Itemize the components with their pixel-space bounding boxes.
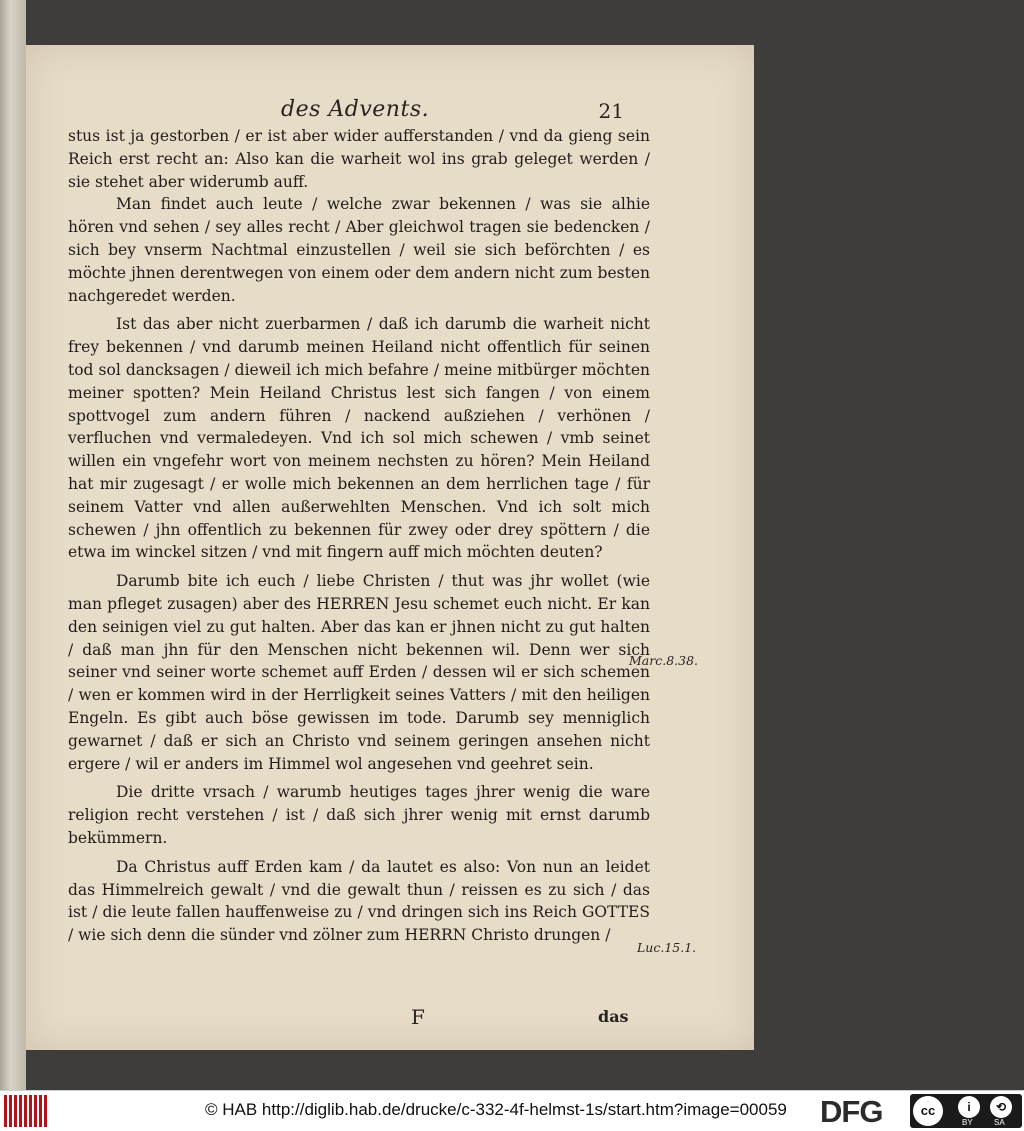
footer-bar — [0, 1090, 1024, 1131]
paragraph: Man findet auch leute / welche zwar bekennen / was sie alhie hören vnd sehen / sey alles recht / Aber gleichwol tragen sie bedencken / sich bey vnserm Nachtmal einzustellen / weil sie sich beförchten / es möchte jhnen derentwegen von einem oder dem andern nicht zum besten nachgeredet werden. — [68, 195, 650, 305]
paragraph: Da Christus auff Erden kam / da lautet es also: Von nun an leidet das Himmelreich gewalt / vnd die gewalt thun / reissen es zu sich / das ist / die leute fallen hauffenweise zu / vnd dringen sich ins Reich GOTTES / wie sich denn die sünder vnd zölner zum HERRN Christo drungen / — [68, 857, 650, 945]
previous-page-edge — [0, 0, 26, 1090]
by-label: BY — [962, 1118, 973, 1127]
running-head: des Advents. — [281, 97, 430, 122]
share-alike-icon: ⟲ — [990, 1096, 1012, 1118]
body-text — [68, 125, 650, 947]
signature-mark: F — [411, 1005, 425, 1029]
catchword: das — [598, 1007, 629, 1026]
cc-license-badge[interactable] — [910, 1094, 1022, 1128]
hab-logo-icon — [4, 1095, 48, 1127]
dfg-logo: DFG — [820, 1094, 883, 1129]
paragraph: Ist das aber nicht zuerbarmen / daß ich darumb die warheit nicht frey bekennen / vnd darumb meinen Heiland nicht offentlich für seinen tod sol dancksagen / dieweil ich mich befahre / meine mitbürger möchten meiner spotten? Mein Heiland Christus lest sich fangen / von einem spottvogel zum andern führen / nackend außziehen / verhönen / verfluchen vnd vermaledeyen. Vnd ich sol mich schewen / vmb seinet willen ein vngefehr wort von meinem nechsten zu hören? Mein Heiland hat mir zugesagt / er wolle mich bekennen an dem herrlichen tage / für seinem Vatter vnd allen außerwehlten Menschen. Vnd ich solt mich schewen / jhn offentlich zu bekennen für zwey oder drey spöttern / die etwa im winckel sitzen / vnd mit fingern auff mich möchten deuten? — [68, 315, 650, 562]
margin-note-luc: Luc.15.1. — [637, 940, 697, 955]
book-page — [26, 45, 754, 1050]
cc-icon: cc — [913, 1096, 943, 1126]
sa-label: SA — [994, 1118, 1005, 1127]
person-icon: i — [958, 1096, 980, 1118]
paragraph: Darumb bite ich euch / liebe Christen / thut was jhr wollet (wie man pfleget zusagen) aber des HERREN Jesu schemet euch nicht. Er kan den seinigen viel zu gut halten. Aber das kan er jhnen nicht zu gut halten / daß man jhn für den Menschen nicht bekennen wil. Denn wer sich seiner vnd seiner worte schemet auff Erden / dessen wil er sich schemen / wen er kommen wird in der Herrligkeit seines Vatters / mit den heiligen Engeln. Es gibt auch böse gewissen im tode. Darumb sey menniglich gewarnet / daß er sich an Christo vnd seinem geringen ansehen nicht ergere / wil er anders im Himmel wol angesehen vnd geehret sein. — [68, 572, 650, 773]
margin-note-marc: Marc.8.38. — [629, 653, 699, 668]
paragraph: stus ist ja gestorben / er ist aber wider aufferstanden / vnd da gieng sein Reich erst recht an: Also kan die warheit wol ins grab geleget werden / sie stehet aber widerumb auff. — [68, 127, 650, 191]
copyright-credit[interactable]: © HAB http://diglib.hab.de/drucke/c-332-4f-helmst-1s/start.htm?image=00059 — [205, 1100, 787, 1119]
paragraph: Die dritte vrsach / warumb heutiges tages jhrer wenig die ware religion recht verstehen / ist / daß sich jhrer wenig mit ernst darumb bekümmern. — [68, 783, 650, 847]
page-number: 21 — [598, 99, 624, 123]
